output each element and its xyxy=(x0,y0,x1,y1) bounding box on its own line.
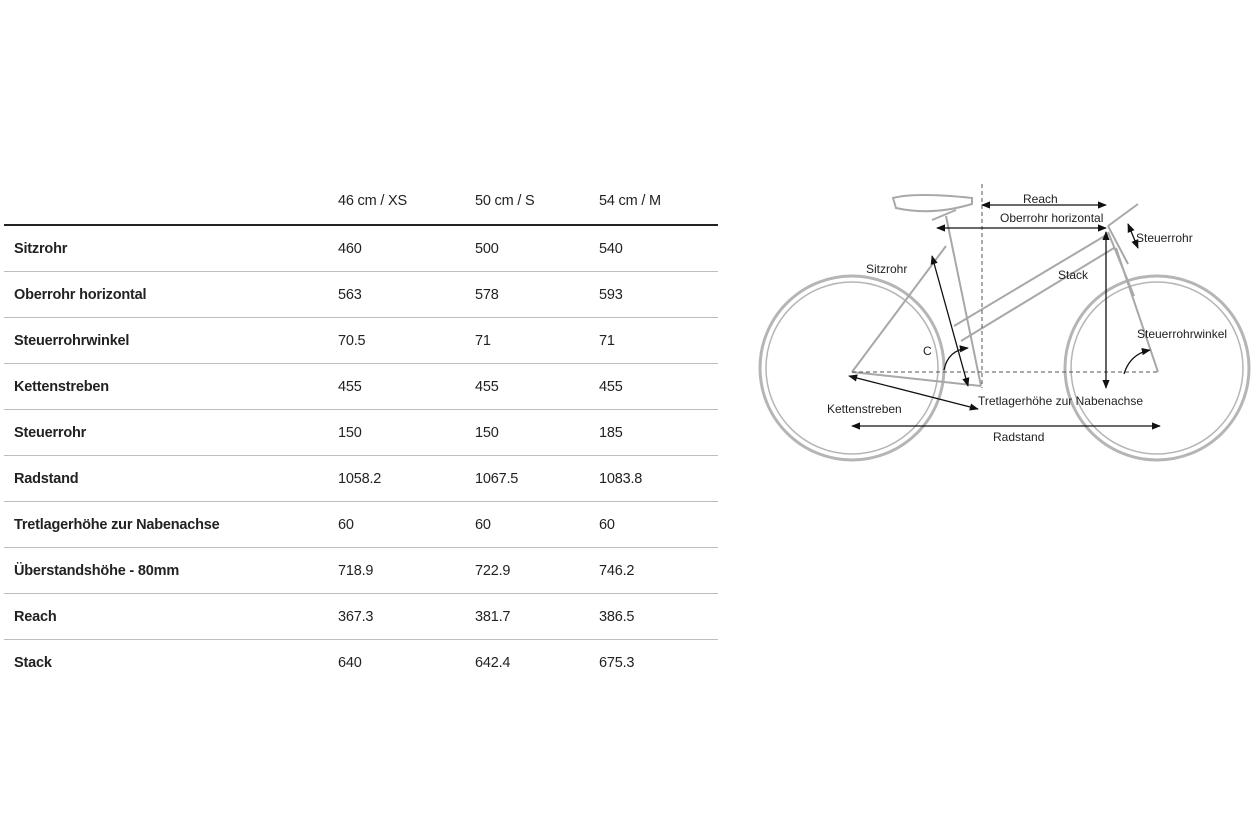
cell-value: 722.9 xyxy=(475,548,599,594)
sitzrohr-label: Sitzrohr xyxy=(866,262,908,276)
steuerrohrwinkel-arc xyxy=(1124,350,1150,374)
table-row xyxy=(4,410,718,456)
cell-value: 640 xyxy=(338,654,362,671)
steuerrohrwinkel-label: Steuerrohrwinkel xyxy=(1137,327,1228,341)
cell-value: 455 xyxy=(475,364,599,410)
cell-value: 71 xyxy=(599,318,718,364)
row-label: Steuerrohr xyxy=(4,410,338,456)
table-row xyxy=(4,272,718,318)
c-angle-label: C xyxy=(923,344,932,358)
cell-value: 746.2 xyxy=(599,548,718,594)
table-row xyxy=(4,640,718,686)
row-label: Reach xyxy=(4,594,338,640)
cell-value: 675.3 xyxy=(599,654,635,671)
header-size-xs: 46 cm / XS xyxy=(338,178,475,225)
header-size-m: 54 cm / M xyxy=(599,178,718,225)
table-header-row xyxy=(4,178,718,225)
rear-wheel-icon xyxy=(760,276,944,460)
row-label: Überstandshöhe - 80mm xyxy=(4,548,338,594)
cell-value: 70.5 xyxy=(338,318,475,364)
cell-value: 455 xyxy=(599,364,718,410)
radstand-label: Radstand xyxy=(993,430,1045,444)
row-label: Stack xyxy=(14,654,52,671)
tretlager-label: Tretlagerhöhe zur Nabenachse xyxy=(978,394,1143,408)
kettenstreben-label: Kettenstreben xyxy=(827,402,902,416)
cell-value: 500 xyxy=(475,225,599,272)
cell-value: 60 xyxy=(338,502,475,548)
cell-value: 367.3 xyxy=(338,594,475,640)
cell-value: 718.9 xyxy=(338,548,475,594)
table-row xyxy=(4,364,718,410)
table-row xyxy=(4,225,718,272)
cell-value: 150 xyxy=(475,410,599,456)
cell-value: 593 xyxy=(599,272,718,318)
table-row xyxy=(4,318,718,364)
cell-value: 563 xyxy=(338,272,475,318)
stack-label: Stack xyxy=(1058,268,1089,282)
geometry-table xyxy=(4,178,718,685)
cell-value: 381.7 xyxy=(475,594,599,640)
cell-value: 578 xyxy=(475,272,599,318)
cell-value: 455 xyxy=(338,364,475,410)
bicycle-geometry-icon xyxy=(756,176,1256,476)
header-size-s: 50 cm / S xyxy=(475,178,599,225)
cell-value: 60 xyxy=(475,502,599,548)
c-angle-arc xyxy=(944,348,968,370)
reach-label: Reach xyxy=(1023,192,1058,206)
cell-value: 71 xyxy=(475,318,599,364)
table-row xyxy=(4,594,718,640)
cell-value: 386.5 xyxy=(599,594,718,640)
cell-value: 642.4 xyxy=(475,654,511,671)
row-label: Tretlagerhöhe zur Nabenachse xyxy=(4,502,338,548)
cell-value: 185 xyxy=(599,410,718,456)
header-cell xyxy=(4,178,338,225)
cell-value: 1067.5 xyxy=(475,456,599,502)
steuerrohr-label: Steuerrohr xyxy=(1136,231,1193,245)
cell-value: 540 xyxy=(599,225,718,272)
row-label: Radstand xyxy=(4,456,338,502)
oberrohr-label: Oberrohr horizontal xyxy=(1000,211,1104,225)
cell-value: 150 xyxy=(338,410,475,456)
cell-value: 460 xyxy=(338,225,475,272)
bicycle-geometry-diagram xyxy=(756,176,1256,476)
cell-value: 1083.8 xyxy=(599,456,718,502)
table-row xyxy=(4,502,718,548)
table-row xyxy=(4,456,718,502)
cell-value: 60 xyxy=(599,502,718,548)
row-label: Kettenstreben xyxy=(4,364,338,410)
row-label: Oberrohr horizontal xyxy=(4,272,338,318)
table-row xyxy=(4,548,718,594)
row-label: Sitzrohr xyxy=(4,225,338,272)
cell-value: 1058.2 xyxy=(338,456,475,502)
row-label: Steuerrohrwinkel xyxy=(4,318,338,364)
